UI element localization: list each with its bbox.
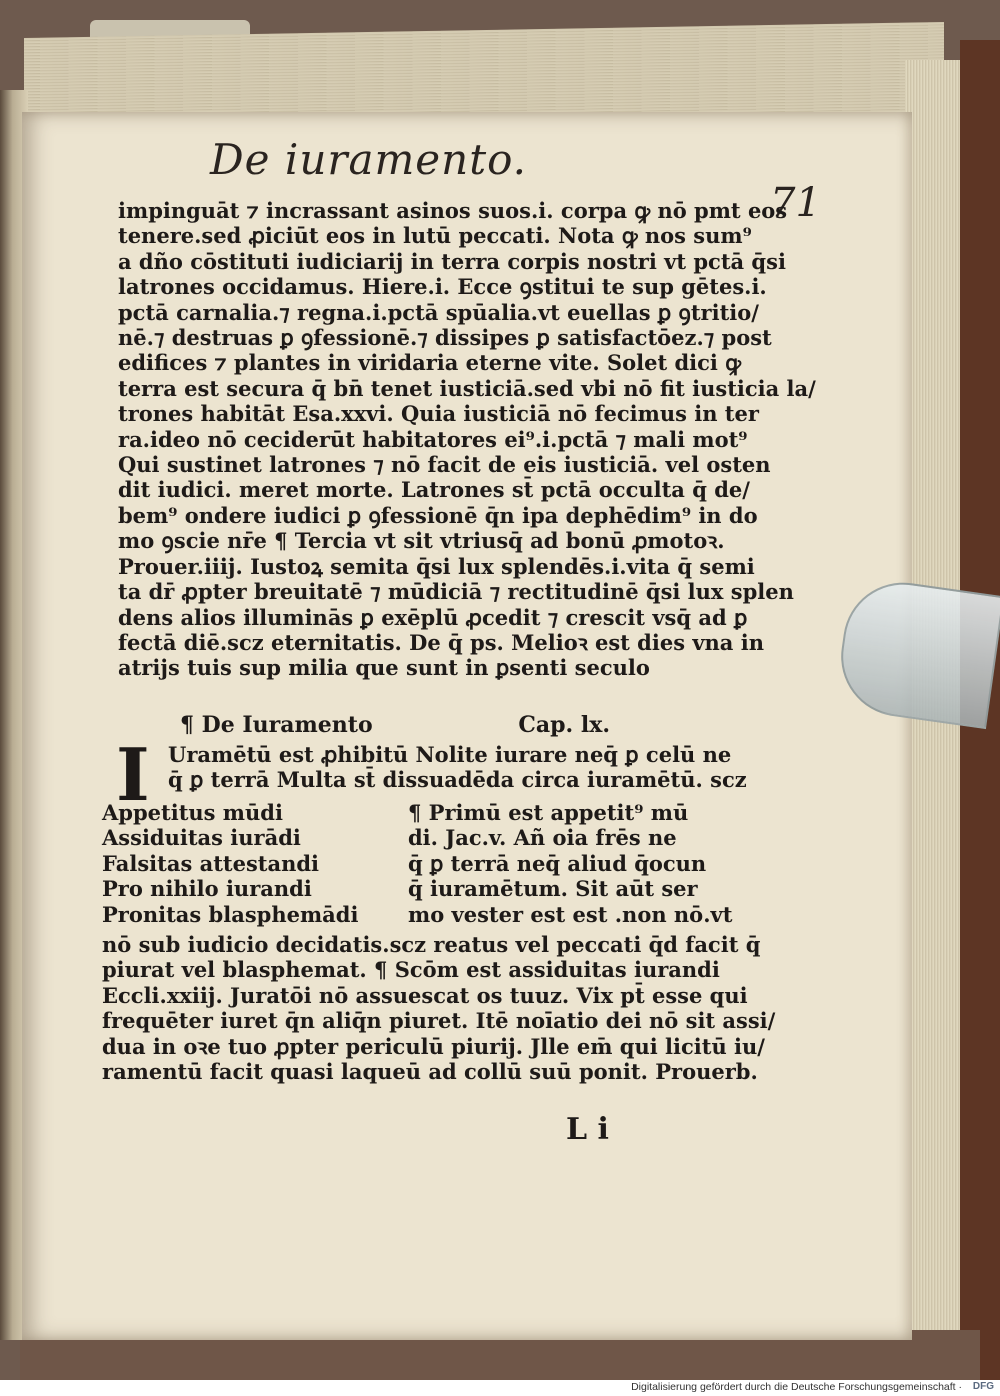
text-line: q̄ ꝑ terrā Multa st̄ dissuadēda circa iuramētū. scz (168, 767, 747, 793)
drop-capital: I (116, 732, 150, 817)
text-line: Prouer.iiij. Iustoꝝ semita q̄si lux splendēs.i.vita q̄ semi (118, 553, 755, 579)
text-line: piurat vel blasphemat. ¶ Scōm est assiduitas iurandi (102, 957, 720, 983)
signature-mark: L i (566, 1112, 609, 1147)
text-line: trones habitāt Esa.xxvi. Quia iusticiā nō fecimus in ter (118, 401, 759, 427)
text-line: a dño cōstituti iudiciarij in terra corpis nostri vt pctā q̄si (118, 248, 786, 274)
text-line: ¶ Primū est appetit⁹ mū (408, 800, 689, 825)
dfg-logo: DFG (972, 1381, 994, 1392)
text-line: latrones occidamus. Hiere.i. Ecce ꝯstitui te sup gētes.i. (118, 274, 767, 300)
text-line: Eccli.xxiij. Juratōi nō assuescat os tuuz. Vix pt̄ esse qui (102, 982, 748, 1008)
text-line: mo ꝯscie nr̄e ¶ Tercia vt sit vtriusq̄ ad bonū ꝓmotoꝛ. (118, 528, 725, 554)
list-item: Pronitas blasphemādi (102, 901, 359, 927)
text-line: edifices ⁊ plantes in viridaria eterne vite. Solet dici ꝙ (118, 350, 741, 376)
list-item: Appetitus mūdi (102, 800, 283, 825)
handwritten-heading: De iuramento. (210, 135, 527, 184)
list-left-column (102, 800, 382, 927)
text-line: di. Jac.v. Añ oia frēs ne (408, 825, 677, 851)
text-line: ramentū facit quasi laqueū ad collū suū ponit. Prouerb. (102, 1059, 758, 1085)
handwritten-folio-number: 71 (770, 180, 821, 226)
text-line: tenere.sed ꝓiciūt eos in lutū peccati. Nota ꝙ nos sum⁹ (118, 223, 752, 249)
text-line: Uramētū est ꝓhibitū Nolite iurare neq̄ ꝑ celū ne (168, 742, 732, 767)
chapter-title: ¶ De Iuramento (180, 712, 373, 738)
text-line: ra.ideo nō ceciderūt habitatores ei⁹.i.pctā ⁊ mali mot⁹ (118, 426, 748, 452)
text-line: Qui sustinet latrones ⁊ nō facit de eis iusticiā. vel osten (118, 452, 771, 478)
text-line: terra est secura q̄ bn̄ tenet iusticiā.sed vbi nō fit iusticia la/ (118, 375, 816, 401)
text-line: atrijs tuis sup milia que sunt in ꝑsenti seculo (118, 655, 650, 681)
list-item: Pro nihilo iurandi (102, 876, 312, 902)
text-line: impinguāt ⁊ incrassant asinos suos.i. corpa ꝙ nō pmt eos (118, 198, 788, 223)
list-item: Assiduitas iurādi (102, 825, 301, 851)
text-line: dua in oꝛe tuo ꝓpter periculū piurij. Jlle em̄ qui licitū iu/ (102, 1033, 765, 1059)
closing-text-block (102, 932, 776, 1085)
text-line: pctā carnalia.⁊ regna.i.pctā spūalia.vt euellas ꝑ ꝯtritio/ (118, 299, 759, 325)
text-line: nō sub iudicio decidatis.scz reatus vel peccati q̄d facit q̄ (102, 932, 761, 957)
text-line: bem⁹ ondere iudici ꝑ ꝯfessionē q̄n ipa dephēdim⁹ in do (118, 502, 758, 528)
list-item: Falsitas attestandi (102, 850, 320, 876)
chapter-heading (180, 712, 610, 738)
chapter-number: Cap. lx. (518, 712, 610, 738)
text-line: ta dr̄ ꝓpter breuitatē ⁊ mūdiciā ⁊ rectitudinē q̄si lux splen (118, 579, 794, 605)
text-line: nē.⁊ destruas ꝑ ꝯfessionē.⁊ dissipes ꝑ satisfactōez.⁊ post (118, 325, 772, 351)
chapter-intro-text (168, 742, 747, 793)
text-line: dens alios illuminās ꝑ exēplū ꝓcedit ⁊ crescit vsq̄ ad ꝑ (118, 604, 748, 630)
text-line: dit iudici. meret morte. Latrones st̄ pctā occulta q̄ de/ (118, 477, 750, 503)
text-line: mo vester est est .non nō.vt (408, 901, 733, 927)
funding-credit: Digitalisierung gefördert durch die Deutsche Forschungsgemeinschaft · (631, 1381, 962, 1393)
text-line: q̄ ꝑ terrā neq̄ aliud q̄ocun (408, 850, 707, 876)
text-line: frequēter iuret q̄n aliq̄n piuret. Itē noīatio dei nō sit assi/ (102, 1008, 776, 1034)
text-line: fectā diē.scz eternitatis. De q̄ ps. Melioꝛ est dies vna in (118, 629, 764, 655)
text-line: q̄ iuramētum. Sit aūt ser (408, 876, 698, 902)
list-right-column (408, 800, 733, 927)
